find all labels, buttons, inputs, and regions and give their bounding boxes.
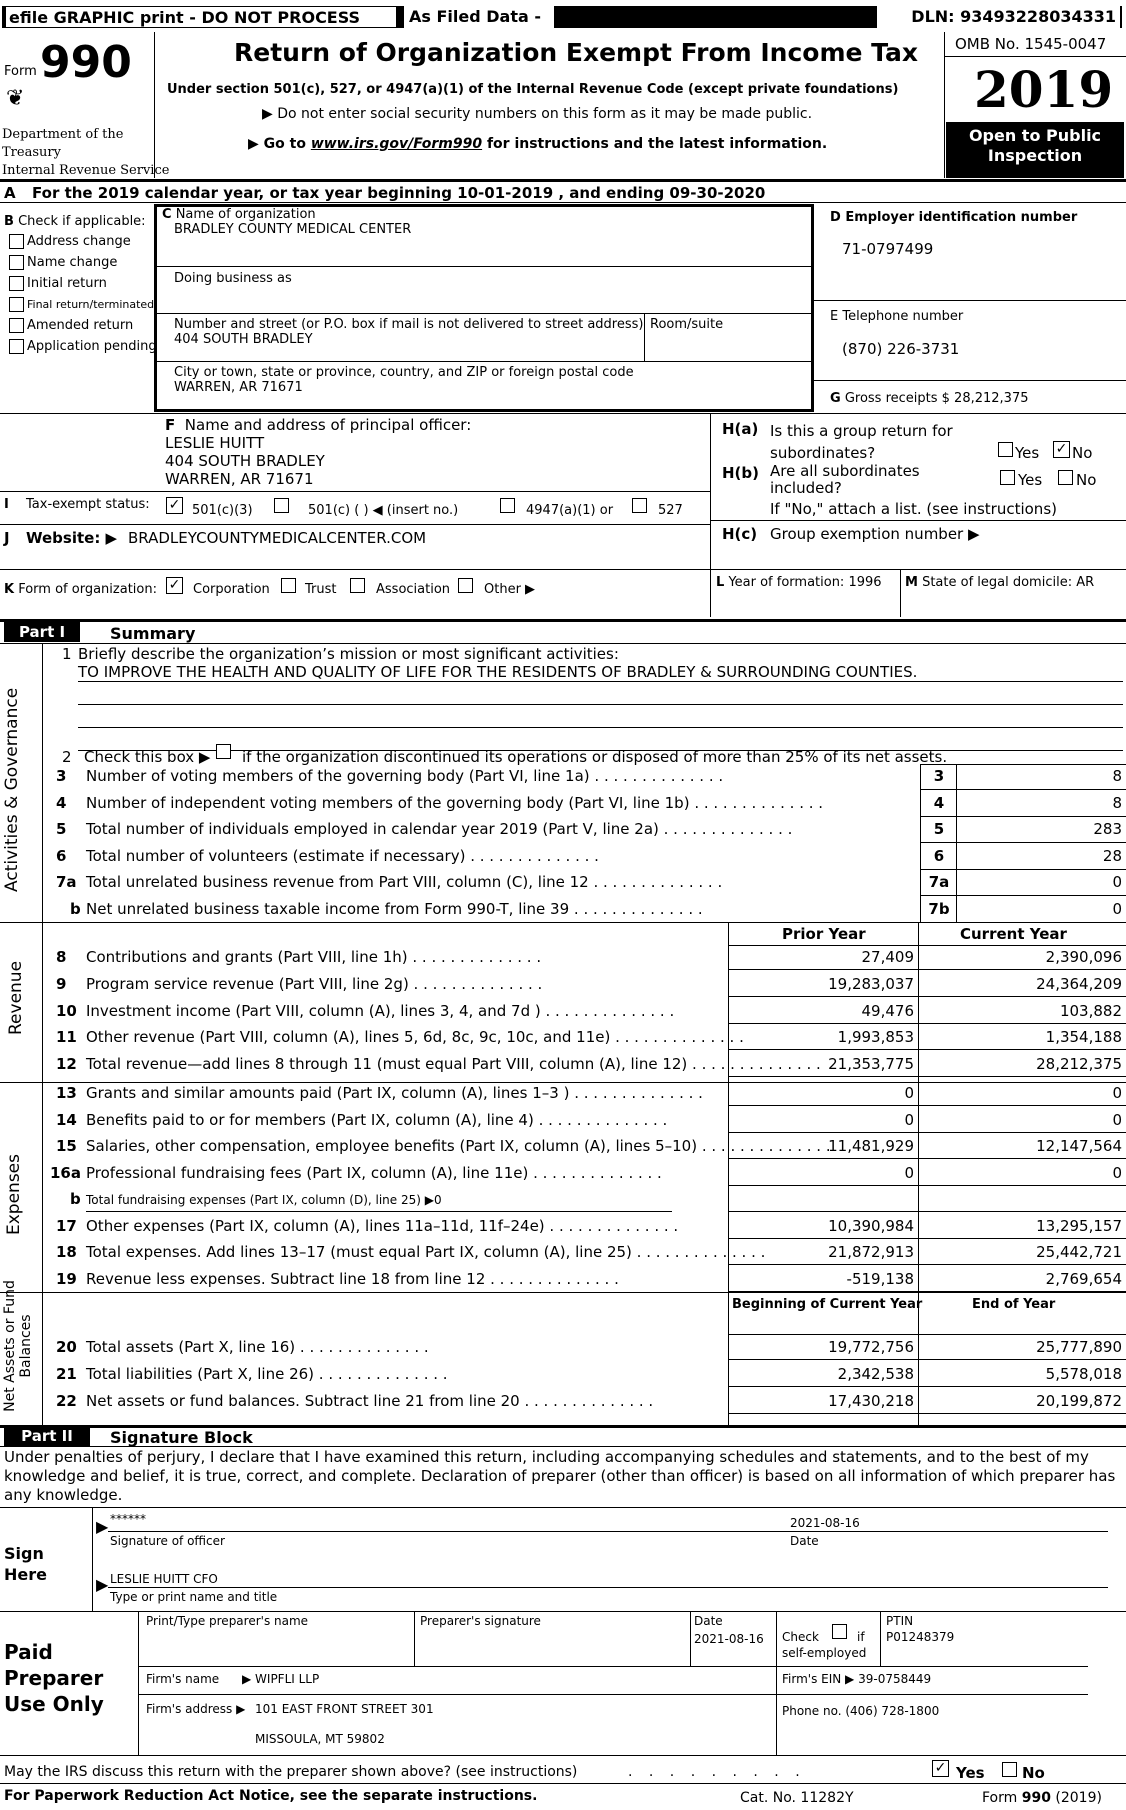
net-assets-line-num: 20 [56,1338,77,1356]
hb-yes-label: Yes [1018,471,1043,489]
revenue-line-text: Other revenue (Part VIII, column (A), lines 5, 6d, 8c, 9c, 10c, and 11e) . . . . . . . . . . . . . . [86,1028,744,1047]
association-label: Association [376,582,451,597]
revenue-line-num: 12 [56,1055,77,1074]
prior-year-header: Prior Year [782,925,866,943]
corporation-label: Corporation [193,582,270,597]
ein-value: 71-0797499 [842,240,934,258]
revenue-line-num: 8 [56,948,67,966]
officer-name: LESLIE HUITT [165,434,265,452]
gov-line-num: 5 [56,820,67,838]
final-return-checkbox[interactable] [9,297,24,312]
discuss-dots: . . . . . . . . . [628,1764,806,1780]
perjury-line-3: any knowledge. [4,1486,123,1504]
revenue-line-current: 28,212,375 [1036,1055,1122,1074]
hb-no-checkbox[interactable] [1058,470,1073,485]
ha-yes-checkbox[interactable] [998,442,1013,457]
ha-text-2: subordinates? [770,444,876,462]
revenue-line-prior: 21,353,775 [828,1055,914,1074]
expense-line-text: Total fundraising expenses (Part IX, column (D), line 25) ▶0 [86,1193,442,1207]
discuss-question: May the IRS discuss this return with the preparer shown above? (see instructions) [4,1764,578,1780]
part2-title: Signature Block [110,1428,253,1447]
footer-form-id: Form 990 (2019) [982,1790,1102,1806]
here-label: Here [4,1565,47,1584]
revenue-line-prior: 27,409 [861,948,914,966]
line-a-label: A [4,184,16,202]
gov-line-num: b [70,899,81,918]
form-subtitle: Under section 501(c), 527, or 4947(a)(1) of the Internal Revenue Code (except private foundations) [167,82,899,97]
gov-line-text: Net unrelated business taxable income from Form 990-T, line 39 . . . . . . . . . . . . . . [86,899,703,918]
preparer-name-label: Print/Type preparer's name [146,1614,309,1628]
name-change-checkbox[interactable] [9,255,24,270]
principal-officer-title: F Name and address of principal officer: [165,416,472,434]
check-label: Check [782,1630,819,1644]
ptin-value: P01248379 [886,1630,955,1644]
name-title-label: Type or print name and title [110,1590,278,1604]
ssn-notice: ▶ Do not enter social security numbers on this form as it may be made public. [262,106,813,122]
revenue-line-text: Investment income (Part VIII, column (A), lines 3, 4, and 7d ) . . . . . . . . . . . . . . [86,1001,675,1020]
gov-line-box: 7a [928,873,950,891]
net-assets-line-current: 25,777,890 [1036,1338,1122,1356]
gov-line-value: 28 [1102,846,1122,865]
501c-checkbox[interactable] [274,498,289,513]
revenue-line-prior: 49,476 [861,1001,914,1020]
net-assets-line-prior: 19,772,756 [828,1338,914,1356]
phone-label: E Telephone number [830,309,964,324]
line2-pre: Check this box ▶ [84,748,211,766]
efile-notice: efile GRAPHIC print - DO NOT PROCESS [5,6,397,28]
paid-label: Paid [4,1640,53,1664]
street-value: 404 SOUTH BRADLEY [174,332,313,347]
box-b-title: B Check if applicable: [4,214,146,229]
gov-line-text: Total unrelated business revenue from Part VIII, column (C), line 12 . . . . . . . . . . . . . . [86,873,723,891]
line-a-text: For the 2019 calendar year, or tax year beginning 10-01-2019 , and ending 09-30-2020 [32,184,766,202]
hb-note: If "No," attach a list. (see instructions) [770,500,1057,518]
discuss-no-label: No [1022,1764,1045,1782]
address-change-label: Address change [27,234,131,249]
expense-line-current: 0 [1112,1163,1122,1182]
state-domicile: M State of legal domicile: AR [905,575,1095,590]
revenue-line-current: 103,882 [1059,1001,1122,1020]
expense-line-current: 25,442,721 [1036,1243,1122,1261]
preparer-label: Preparer [4,1666,104,1690]
mission-statement: TO IMPROVE THE HEALTH AND QUALITY OF LIFE FOR THE RESIDENTS OF BRADLEY & SURROUNDING COUNTIES. [78,663,918,681]
gov-line-box: 3 [933,767,945,785]
preparer-date-label: Date [694,1614,723,1628]
application-pending-label: Application pending [27,339,157,354]
hb-text-2: included? [770,479,842,497]
filed-label: As Filed Data - [404,6,554,28]
expense-line-text: Total expenses. Add lines 13–17 (must equal Part IX, column (A), line 25) . . . . . . . . . . . . . . [86,1243,766,1261]
net-assets-line-num: 21 [56,1364,77,1383]
begin-year-header: Beginning of Current Year [732,1297,923,1312]
paperwork-notice: For Paperwork Reduction Act Notice, see the separate instructions. [4,1788,538,1804]
side-expenses: Expenses [4,1154,24,1235]
ha-no-label: No [1072,444,1093,462]
corporation-checkbox[interactable]: ✓ [166,577,183,594]
ein-label: D Employer identification number [830,210,1078,225]
revenue-line-prior: 1,993,853 [837,1028,914,1047]
other-checkbox[interactable] [458,578,473,593]
expense-line-num: 13 [56,1084,77,1102]
gov-line-num: 7a [56,873,77,891]
line2-text: if the organization discontinued its operations or disposed of more than 25% of its net assets. [242,748,948,766]
dba-label: Doing business as [174,271,292,286]
revenue-line-text: Program service revenue (Part VIII, line 2g) . . . . . . . . . . . . . . [86,974,543,993]
irs-link[interactable]: www.irs.gov/Form990 [310,136,483,152]
line1-num: 1 [62,645,72,663]
part1-label: Part I [4,622,80,642]
ha-yes-label: Yes [1015,444,1040,462]
line1-text: Briefly describe the organization’s mission or most significant activities: [78,645,619,663]
side-revenue: Revenue [6,960,26,1035]
eagle-icon: ❦ [6,86,25,111]
discuss-yes-label: Yes [956,1764,985,1782]
association-checkbox[interactable] [350,578,365,593]
expense-line-prior: 10,390,984 [828,1216,914,1235]
expense-line-num: 15 [56,1137,77,1155]
expense-line-num: 19 [56,1269,77,1288]
final-return-label: Final return/terminated [27,298,155,311]
gov-line-num: 6 [56,846,67,865]
revenue-line-current: 24,364,209 [1036,974,1122,993]
officer-street: 404 SOUTH BRADLEY [165,452,325,470]
firm-phone: Phone no. (406) 728-1800 [782,1704,940,1718]
phone-value: (870) 226-3731 [842,340,960,358]
irs-link-line: ▶ Go to www.irs.gov/Form990 for instructions and the latest information. [248,136,828,152]
revenue-line-text: Contributions and grants (Part VIII, line 1h) . . . . . . . . . . . . . . [86,948,542,966]
officer-signature: ****** [110,1512,146,1526]
discontinued-checkbox[interactable] [216,744,231,759]
ha-no-checkbox[interactable]: ✓ [1053,441,1070,458]
expense-line-text: Revenue less expenses. Subtract line 18 from line 12 . . . . . . . . . . . . . . [86,1269,619,1288]
firm-address-label: Firm's address ▶ [146,1702,246,1716]
net-assets-line-current: 5,578,018 [1045,1364,1122,1383]
org-name: BRADLEY COUNTY MEDICAL CENTER [174,222,412,237]
net-assets-line-current: 20,199,872 [1036,1391,1122,1410]
net-assets-line-text: Net assets or fund balances. Subtract line 21 from line 20 . . . . . . . . . . . . . . [86,1391,654,1410]
name-change-label: Name change [27,255,118,270]
expense-line-prior: 21,872,913 [828,1243,914,1261]
gov-line-value: 283 [1093,820,1122,838]
dln: DLN: 93493228034331 [877,6,1120,28]
net-assets-line-text: Total assets (Part X, line 16) . . . . . . . . . . . . . . [86,1338,429,1356]
form-title: Return of Organization Exempt From Income Tax [234,38,918,67]
501c3-checkbox[interactable]: ✓ [166,497,183,514]
gov-line-box: 6 [933,846,945,865]
tax-year: 2019 [974,60,1114,119]
expense-line-text: Other expenses (Part IX, column (A), lines 11a–11d, 11f–24e) . . . . . . . . . . . . . . [86,1216,679,1235]
expense-line-text: Grants and similar amounts paid (Part IX, column (A), lines 1–3 ) . . . . . . . . . . . . . . [86,1084,703,1102]
hc-text: Group exemption number ▶ [770,525,980,543]
initial-return-checkbox[interactable] [9,276,24,291]
current-year-header: Current Year [960,925,1067,943]
gov-line-text: Total number of volunteers (estimate if necessary) . . . . . . . . . . . . . . [86,846,599,865]
firm-name-label: Firm's name [146,1672,220,1686]
net-assets-line-prior: 17,430,218 [828,1391,914,1410]
if-label: if [857,1630,865,1644]
gov-line-num: 3 [56,767,67,785]
gov-line-value: 0 [1112,899,1122,918]
form-number: 990 [40,37,132,88]
side-net-assets: Net Assets or Fund Balances [2,1280,34,1412]
expense-line-text: Salaries, other compensation, employee benefits (Part IX, column (A), lines 5–10) . . . . . . . . . . . . . . [86,1137,831,1155]
expense-line-current: 2,769,654 [1045,1269,1122,1288]
ha-label: H(a) [722,420,759,438]
trust-label: Trust [305,582,337,597]
line-i-label: I [4,497,9,512]
gov-line-text: Total number of individuals employed in calendar year 2019 (Part V, line 2a) . . . . . . . . . . . . . . [86,820,793,838]
revenue-line-num: 9 [56,974,67,993]
hb-text-1: Are all subordinates [770,462,920,480]
year-formation: L Year of formation: 1996 [716,575,882,590]
net-assets-line-text: Total liabilities (Part X, line 26) . . . . . . . . . . . . . . [86,1364,448,1383]
preparer-sig-label: Preparer's signature [420,1614,541,1628]
sign-arrow-icon: ▶ [96,1517,109,1536]
expense-line-prior: 0 [904,1163,914,1182]
address-change-checkbox[interactable] [9,234,24,249]
expense-line-current: 12,147,564 [1036,1137,1122,1155]
date-label: Date [790,1534,819,1548]
part1-title: Summary [110,624,196,643]
revenue-line-text: Total revenue—add lines 8 through 11 (must equal Part VIII, column (A), line 12) . . . . . . . . . . . . . . [86,1055,821,1074]
501c3-label: 501(c)(3) [192,503,253,518]
revenue-line-num: 10 [56,1001,77,1020]
gov-line-text: Number of voting members of the governing body (Part VI, line 1a) . . . . . . . . . . . . . . [86,767,724,785]
self-employed-checkbox[interactable] [832,1624,847,1639]
sign-label: Sign [4,1544,44,1563]
hb-no-label: No [1076,471,1097,489]
signature-label: Signature of officer [110,1534,225,1548]
officer-city: WARREN, AR 71671 [165,470,314,488]
initial-return-label: Initial return [27,276,107,291]
gov-line-value: 0 [1112,873,1122,891]
city-label: City or town, state or province, country, and ZIP or foreign postal code [174,365,634,380]
part2-label: Part II [4,1427,90,1446]
expense-line-num: 18 [56,1243,77,1261]
527-checkbox[interactable] [632,498,647,513]
expense-line-prior: 11,481,929 [828,1137,914,1155]
expense-line-text: Benefits paid to or for members (Part IX, column (A), line 4) . . . . . . . . . . . . . . [86,1110,668,1129]
end-year-header: End of Year [972,1297,1056,1312]
perjury-line-2: knowledge and belief, it is true, correct, and complete. Declaration of preparer (other than officer) is based on all information of which preparer has [4,1467,1116,1485]
name-arrow-icon: ▶ [96,1575,109,1594]
expense-line-num: 14 [56,1110,77,1129]
gov-line-value: 8 [1112,767,1122,785]
revenue-line-num: 11 [56,1028,77,1047]
side-activities-governance: Activities & Governance [2,687,22,892]
net-assets-line-prior: 2,342,538 [837,1364,914,1383]
use-only-label: Use Only [4,1692,104,1716]
officer-name-title: LESLIE HUITT CFO [110,1572,218,1586]
street-label: Number and street (or P.O. box if mail is not delivered to street address) [174,317,644,332]
revenue-line-current: 2,390,096 [1045,948,1122,966]
line2-num: 2 [62,748,72,766]
room-suite-label: Room/suite [650,317,724,332]
gov-line-value: 8 [1112,793,1122,812]
firm-ein: Firm's EIN ▶ 39-0758449 [782,1672,932,1686]
gross-receipts: G Gross receipts $ 28,212,375 [830,391,1029,406]
expense-line-text: Professional fundraising fees (Part IX, column (A), line 11e) . . . . . . . . . . . . . . [86,1163,662,1182]
open-public-badge: Open to Public Inspection [946,122,1124,178]
dept-line-2: Treasury [2,145,61,160]
ptin-label: PTIN [886,1614,914,1628]
application-pending-checkbox[interactable] [9,339,24,354]
form-of-org-title: K Form of organization: [4,582,157,597]
4947-label: 4947(a)(1) or [526,503,614,518]
hc-label: H(c) [722,525,758,543]
amended-return-label: Amended return [27,318,134,333]
expense-line-num: b [70,1190,81,1208]
expense-line-prior: 0 [904,1110,914,1129]
self-employed-label: self-employed [782,1646,867,1660]
tax-exempt-title: Tax-exempt status: [26,497,150,512]
firm-city: MISSOULA, MT 59802 [255,1732,385,1746]
revenue-line-prior: 19,283,037 [828,974,914,993]
ha-text-1: Is this a group return for [770,422,953,440]
expense-line-prior: -519,138 [846,1269,914,1288]
revenue-line-current: 1,354,188 [1045,1028,1122,1047]
expense-line-num: 17 [56,1216,77,1235]
perjury-line-1: Under penalties of perjury, I declare that I have examined this return, including accompanying schedules and statements, and to the best of my [4,1448,1089,1466]
dept-line-1: Department of the [2,127,124,142]
website-title: Website: ▶ [26,529,118,547]
dept-line-3: Internal Revenue Service [2,163,170,178]
expense-line-current: 13,295,157 [1036,1216,1122,1235]
cat-number: Cat. No. 11282Y [740,1790,854,1806]
gov-line-text: Number of independent voting members of the governing body (Part VI, line 1b) . . . . . . . . . . . . . . [86,793,824,812]
gov-line-box: 4 [933,793,945,812]
form-label: Form [4,64,37,79]
net-assets-line-num: 22 [56,1391,77,1410]
expense-line-num: 16a [50,1163,81,1182]
signature-date: 2021-08-16 [790,1516,860,1530]
city-value: WARREN, AR 71671 [174,380,303,395]
expense-line-current: 0 [1112,1084,1122,1102]
hb-label: H(b) [722,464,760,482]
amended-return-checkbox[interactable] [9,318,24,333]
line-j-label: J [4,529,10,547]
expense-line-current: 0 [1112,1110,1122,1129]
discuss-no-checkbox[interactable] [1002,1762,1017,1777]
firm-name: ▶ WIPFLI LLP [242,1672,320,1686]
501c-label: 501(c) ( ) ◀ (insert no.) [308,503,459,518]
gov-line-num: 4 [56,793,67,812]
trust-checkbox[interactable] [281,578,296,593]
527-label: 527 [658,503,683,518]
firm-address: 101 EAST FRONT STREET 301 [255,1702,434,1716]
hb-yes-checkbox[interactable] [1000,470,1015,485]
discuss-yes-checkbox[interactable]: ✓ [932,1760,949,1777]
other-label: Other ▶ [484,582,536,597]
website-value[interactable]: BRADLEYCOUNTYMEDICALCENTER.COM [128,529,427,547]
org-name-label: C Name of organization [162,207,316,222]
gov-line-box: 5 [933,820,945,838]
expense-line-prior: 0 [904,1084,914,1102]
4947-checkbox[interactable] [500,498,515,513]
gov-line-box: 7b [928,899,950,918]
preparer-date: 2021-08-16 [694,1632,764,1646]
omb-number: OMB No. 1545-0047 [955,35,1107,53]
